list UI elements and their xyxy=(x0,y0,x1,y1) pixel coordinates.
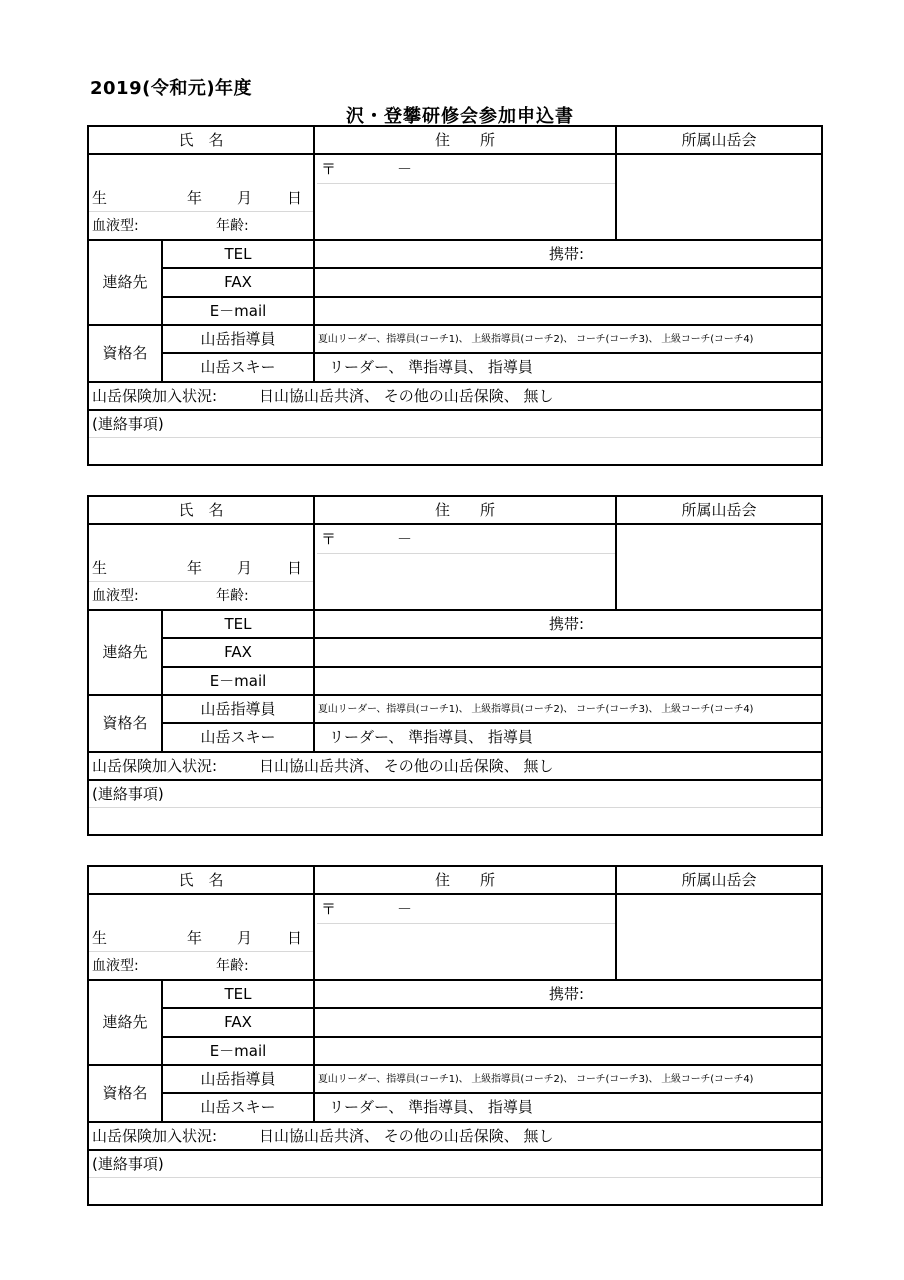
postal-mark: 〒 xyxy=(321,900,337,918)
address-input-area[interactable] xyxy=(317,185,615,239)
mountain-instructor-label: 山岳指導員 xyxy=(200,1070,276,1088)
qualification-label: 資格名 xyxy=(102,344,148,362)
mountain-instructor-options: 夏山リーダー、指導員(コーチ1)、 上級指導員(コーチ2)、 コーチ(コーチ3)、 上級コーチ(コーチ4) xyxy=(318,704,754,715)
insurance-label: 山岳保険加入状況: xyxy=(92,757,218,775)
club-input-area[interactable] xyxy=(617,154,821,239)
day-label: 日 xyxy=(287,189,303,207)
club-input-area[interactable] xyxy=(617,524,821,609)
notes-label: (連絡事項) xyxy=(92,415,164,433)
email-label: E－mail xyxy=(209,1042,267,1060)
mountain-ski-options: リーダー、 準指導員、 指導員 xyxy=(329,1098,533,1116)
year-label: 年 xyxy=(187,929,203,947)
address-header: 住 所 xyxy=(434,871,495,889)
mobile-label: 携帯: xyxy=(549,985,585,1003)
qualification-label: 資格名 xyxy=(102,714,148,732)
address-input-area[interactable] xyxy=(317,925,615,979)
insurance-options: 日山協山岳共済、 その他の山岳保険、 無し xyxy=(259,757,554,775)
document-title: 沢・登攀研修会参加申込書 xyxy=(346,106,574,127)
insurance-options: 日山協山岳共済、 その他の山岳保険、 無し xyxy=(259,1127,554,1145)
mountain-ski-label: 山岳スキー xyxy=(200,1098,276,1116)
email-label: E－mail xyxy=(209,302,267,320)
application-form xyxy=(87,495,823,836)
postal-dash: － xyxy=(397,530,413,548)
mountain-instructor-label: 山岳指導員 xyxy=(200,700,276,718)
insurance-options: 日山協山岳共済、 その他の山岳保険、 無し xyxy=(259,387,554,405)
insurance-label: 山岳保険加入状況: xyxy=(92,387,218,405)
club-header: 所属山岳会 xyxy=(681,131,757,149)
mountain-instructor-label: 山岳指導員 xyxy=(200,330,276,348)
year-label: 年 xyxy=(187,189,203,207)
contact-label: 連絡先 xyxy=(102,273,148,291)
qualification-label: 資格名 xyxy=(102,1084,148,1102)
mountain-ski-label: 山岳スキー xyxy=(200,358,276,376)
mountain-ski-label: 山岳スキー xyxy=(200,728,276,746)
tel-label: TEL xyxy=(224,615,252,633)
year-title: 2019(令和元)年度 xyxy=(90,78,253,99)
mountain-instructor-options: 夏山リーダー、指導員(コーチ1)、 上級指導員(コーチ2)、 コーチ(コーチ3)、 上級コーチ(コーチ4) xyxy=(318,1074,754,1085)
notes-input-area[interactable] xyxy=(89,1178,821,1204)
age-label: 年齢: xyxy=(216,218,249,234)
blood-type-label: 血液型: xyxy=(92,958,139,974)
club-header: 所属山岳会 xyxy=(681,871,757,889)
name-input-area[interactable] xyxy=(89,894,313,923)
day-label: 日 xyxy=(287,929,303,947)
application-form xyxy=(87,865,823,1206)
year-label: 年 xyxy=(187,559,203,577)
address-header: 住 所 xyxy=(434,501,495,519)
mobile-label: 携帯: xyxy=(549,245,585,263)
contact-label: 連絡先 xyxy=(102,643,148,661)
fax-label: FAX xyxy=(224,273,252,291)
mountain-ski-options: リーダー、 準指導員、 指導員 xyxy=(329,358,533,376)
birth-label: 生 xyxy=(92,189,108,207)
notes-label: (連絡事項) xyxy=(92,785,164,803)
tel-label: TEL xyxy=(224,245,252,263)
application-form xyxy=(87,125,823,466)
postal-mark: 〒 xyxy=(321,160,337,178)
name-input-area[interactable] xyxy=(89,154,313,183)
club-input-area[interactable] xyxy=(617,894,821,979)
mountain-instructor-options: 夏山リーダー、指導員(コーチ1)、 上級指導員(コーチ2)、 コーチ(コーチ3)、 上級コーチ(コーチ4) xyxy=(318,334,754,345)
age-label: 年齢: xyxy=(216,958,249,974)
name-header: 氏 名 xyxy=(178,871,224,889)
month-label: 月 xyxy=(237,189,253,207)
tel-label: TEL xyxy=(224,985,252,1003)
contact-label: 連絡先 xyxy=(102,1013,148,1031)
fax-label: FAX xyxy=(224,1013,252,1031)
birth-label: 生 xyxy=(92,929,108,947)
name-header: 氏 名 xyxy=(178,501,224,519)
club-header: 所属山岳会 xyxy=(681,501,757,519)
mobile-label: 携帯: xyxy=(549,615,585,633)
age-label: 年齢: xyxy=(216,588,249,604)
address-input-area[interactable] xyxy=(317,555,615,609)
postal-dash: － xyxy=(397,900,413,918)
name-header: 氏 名 xyxy=(178,131,224,149)
month-label: 月 xyxy=(237,559,253,577)
address-header: 住 所 xyxy=(434,131,495,149)
blood-type-label: 血液型: xyxy=(92,218,139,234)
birth-label: 生 xyxy=(92,559,108,577)
notes-input-area[interactable] xyxy=(89,808,821,834)
blood-type-label: 血液型: xyxy=(92,588,139,604)
notes-label: (連絡事項) xyxy=(92,1155,164,1173)
fax-label: FAX xyxy=(224,643,252,661)
postal-dash: － xyxy=(397,160,413,178)
insurance-label: 山岳保険加入状況: xyxy=(92,1127,218,1145)
month-label: 月 xyxy=(237,929,253,947)
day-label: 日 xyxy=(287,559,303,577)
postal-mark: 〒 xyxy=(321,530,337,548)
name-input-area[interactable] xyxy=(89,524,313,553)
notes-input-area[interactable] xyxy=(89,438,821,464)
mountain-ski-options: リーダー、 準指導員、 指導員 xyxy=(329,728,533,746)
email-label: E－mail xyxy=(209,672,267,690)
